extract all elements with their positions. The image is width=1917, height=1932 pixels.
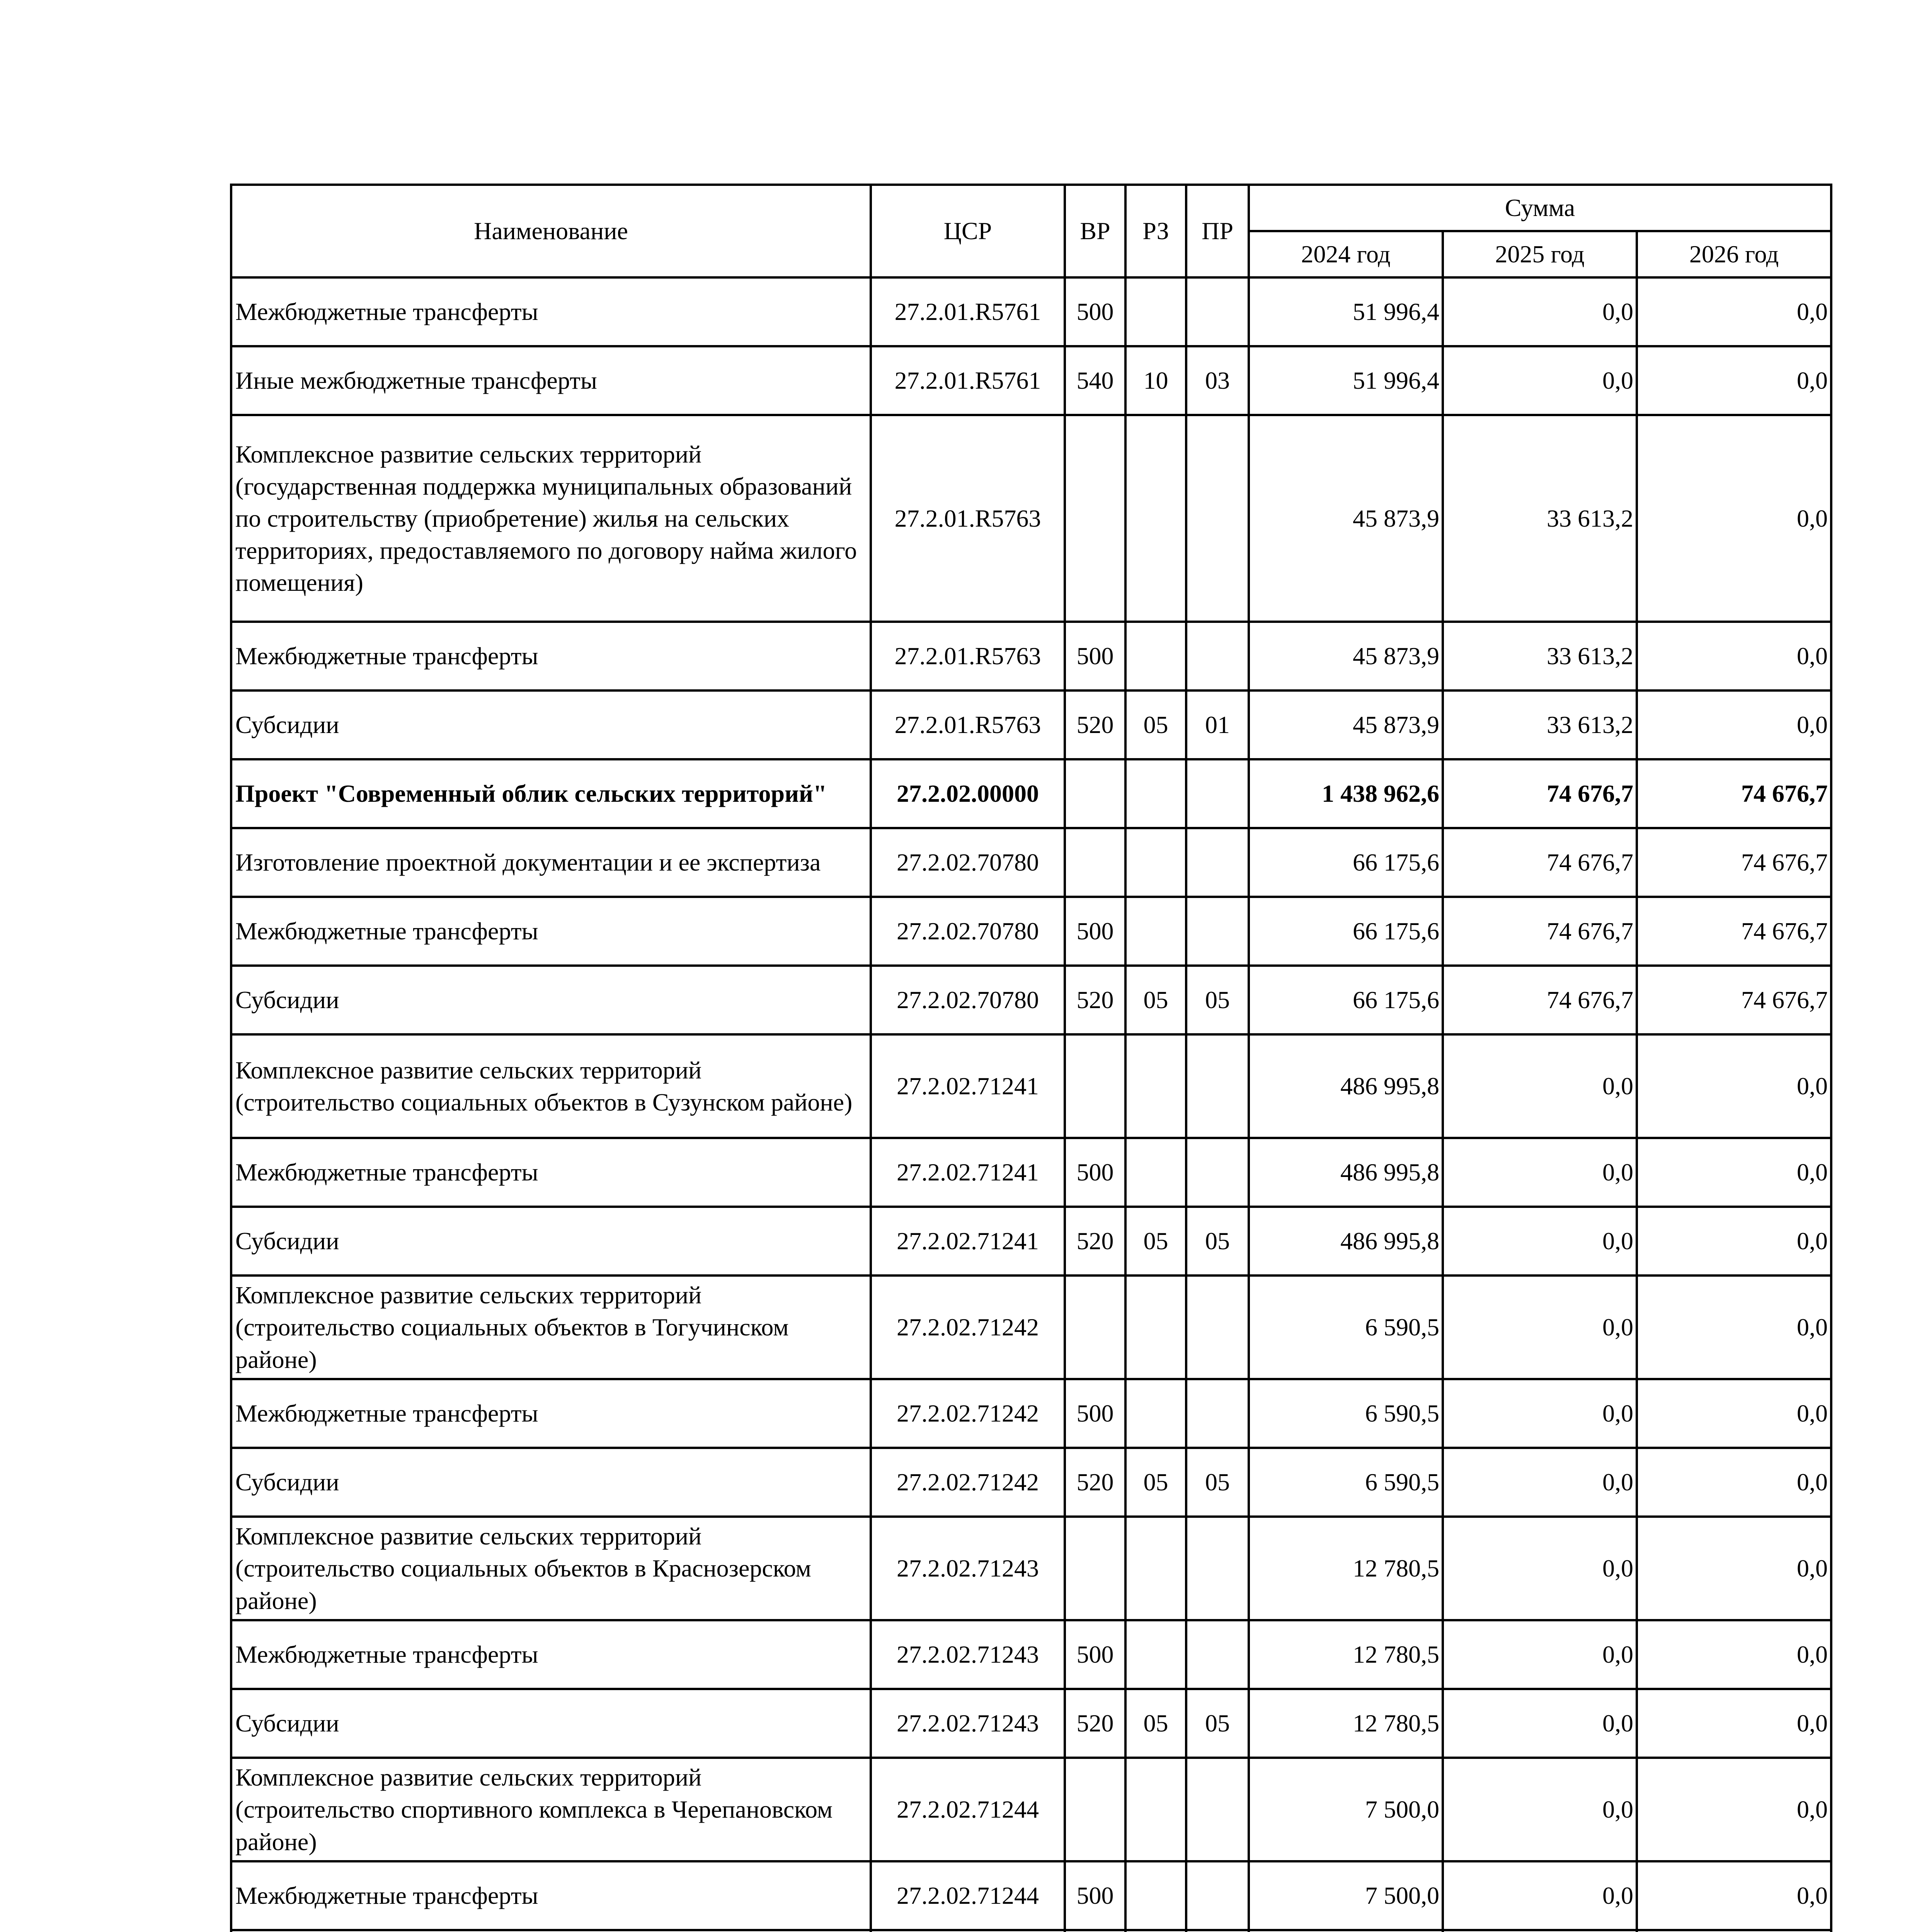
cell-csr: 27.2.02.70780 [871, 966, 1065, 1034]
cell-name: Проект "Современный облик сельских территорий" [231, 759, 871, 828]
cell-rz: 05 [1125, 690, 1186, 759]
cell-rz [1125, 622, 1186, 690]
cell-rz: 05 [1125, 1207, 1186, 1276]
cell-name: Межбюджетные трансферты [231, 1379, 871, 1448]
cell-csr: 27.2.02.70780 [871, 828, 1065, 897]
cell-csr: 27.2.02.71241 [871, 1034, 1065, 1138]
cell-2025: 0,0 [1443, 1207, 1637, 1276]
cell-2025: 0,0 [1443, 1034, 1637, 1138]
cell-vr [1065, 1034, 1125, 1138]
cell-pr: 01 [1186, 690, 1249, 759]
cell-2024: 66 175,6 [1249, 828, 1443, 897]
cell-2025: 0,0 [1443, 1276, 1637, 1379]
cell-2024: 45 873,9 [1249, 690, 1443, 759]
cell-name: Комплексное развитие сельских территорий (строительство социальных объектов в Тогучинском районе) [231, 1276, 871, 1379]
cell-pr [1186, 1861, 1249, 1930]
cell-csr: 27.2.02.71243 [871, 1517, 1065, 1620]
cell-csr: 27.2.01.R5763 [871, 415, 1065, 622]
cell-name: Субсидии [231, 1207, 871, 1276]
table-row [231, 277, 1831, 346]
cell-name: Межбюджетные трансферты [231, 1620, 871, 1689]
cell-vr: 520 [1065, 1448, 1125, 1517]
cell-2025: 0,0 [1443, 1861, 1637, 1930]
cell-2024: 12 780,5 [1249, 1517, 1443, 1620]
cell-name: Комплексное развитие сельских территорий (строительство социальных объектов в Сузунском районе) [231, 1034, 871, 1138]
cell-name: Комплексное развитие сельских территорий (строительство спортивного комплекса в Черепановском районе) [231, 1758, 871, 1861]
cell-2026: 0,0 [1637, 346, 1831, 415]
cell-2025: 33 613,2 [1443, 415, 1637, 622]
cell-csr: 27.2.01.R5761 [871, 346, 1065, 415]
cell-name: Межбюджетные трансферты [231, 277, 871, 346]
cell-vr: 500 [1065, 897, 1125, 966]
cell-2024: 6 590,5 [1249, 1379, 1443, 1448]
cell-vr: 500 [1065, 1861, 1125, 1930]
table-row [231, 1861, 1831, 1930]
cell-2026: 0,0 [1637, 1276, 1831, 1379]
cell-csr: 27.2.02.71242 [871, 1379, 1065, 1448]
cell-vr: 520 [1065, 1207, 1125, 1276]
cell-name: Изготовление проектной документации и ее экспертиза [231, 828, 871, 897]
table-header [231, 185, 1831, 277]
cell-rz [1125, 1930, 1186, 1932]
cell-rz [1125, 828, 1186, 897]
cell-2026 [1637, 1930, 1831, 1932]
table-row [231, 346, 1831, 415]
cell-2025: 0,0 [1443, 346, 1637, 415]
cell-name: Субсидии [231, 1448, 871, 1517]
cell-2026: 74 676,7 [1637, 966, 1831, 1034]
cell-2026: 74 676,7 [1637, 759, 1831, 828]
cell-csr: 27.2.01.R5763 [871, 690, 1065, 759]
cell-name: Субсидии [231, 1689, 871, 1758]
cell-2025: 74 676,7 [1443, 897, 1637, 966]
cell-name: Межбюджетные трансферты [231, 1861, 871, 1930]
cell-2026: 0,0 [1637, 690, 1831, 759]
cell-pr [1186, 415, 1249, 622]
cell-vr [1065, 1517, 1125, 1620]
cell-2025: 0,0 [1443, 1448, 1637, 1517]
cell-name: Комплексное развитие сельских территорий (государственная поддержка муниципальных образований по строительству (приобретение) жилья на сельских территориях, предоставляемого по договору найма жилого помещения) [231, 415, 871, 622]
cell-2024: 51 996,4 [1249, 277, 1443, 346]
header-name: Наименование [231, 185, 871, 277]
cell-2025: 0,0 [1443, 1689, 1637, 1758]
cell-vr: 540 [1065, 346, 1125, 415]
cell-pr: 05 [1186, 1207, 1249, 1276]
cell-2024: 6 590,5 [1249, 1448, 1443, 1517]
cell-2024 [1249, 1930, 1443, 1932]
cell-pr [1186, 828, 1249, 897]
cell-2024: 12 780,5 [1249, 1620, 1443, 1689]
header-pr: ПР [1186, 185, 1249, 277]
cell-name [231, 1930, 871, 1932]
cell-pr: 05 [1186, 1448, 1249, 1517]
cell-rz [1125, 1276, 1186, 1379]
cell-pr [1186, 1138, 1249, 1207]
table-row [231, 1448, 1831, 1517]
cell-vr [1065, 415, 1125, 622]
table-body [231, 277, 1831, 1932]
cell-csr [871, 1930, 1065, 1932]
cell-2024: 66 175,6 [1249, 966, 1443, 1034]
table-row [231, 1138, 1831, 1207]
cell-rz [1125, 1758, 1186, 1861]
cell-name: Иные межбюджетные трансферты [231, 346, 871, 415]
cell-csr: 27.2.02.71243 [871, 1620, 1065, 1689]
cell-rz: 05 [1125, 1448, 1186, 1517]
cell-2025: 33 613,2 [1443, 690, 1637, 759]
table-row [231, 1930, 1831, 1932]
cell-2024: 6 590,5 [1249, 1276, 1443, 1379]
cell-rz [1125, 1138, 1186, 1207]
cell-vr [1065, 759, 1125, 828]
header-year-2025: 2025 год [1443, 231, 1637, 277]
cell-pr: 03 [1186, 346, 1249, 415]
cell-2024: 486 995,8 [1249, 1034, 1443, 1138]
cell-2026: 0,0 [1637, 277, 1831, 346]
cell-2024: 12 780,5 [1249, 1689, 1443, 1758]
header-year-2026: 2026 год [1637, 231, 1831, 277]
cell-vr: 500 [1065, 1379, 1125, 1448]
cell-rz [1125, 277, 1186, 346]
cell-pr [1186, 1620, 1249, 1689]
cell-2025 [1443, 1930, 1637, 1932]
cell-2026: 0,0 [1637, 1689, 1831, 1758]
table-row [231, 1689, 1831, 1758]
cell-csr: 27.2.01.R5761 [871, 277, 1065, 346]
cell-csr: 27.2.02.71242 [871, 1448, 1065, 1517]
budget-table [230, 184, 1832, 1932]
cell-2026: 0,0 [1637, 1758, 1831, 1861]
cell-pr [1186, 622, 1249, 690]
cell-pr [1186, 1930, 1249, 1932]
cell-csr: 27.2.02.70780 [871, 897, 1065, 966]
cell-2026: 74 676,7 [1637, 828, 1831, 897]
cell-csr: 27.2.02.00000 [871, 759, 1065, 828]
cell-vr: 500 [1065, 1620, 1125, 1689]
cell-2025: 74 676,7 [1443, 828, 1637, 897]
cell-2026: 0,0 [1637, 1034, 1831, 1138]
cell-vr: 500 [1065, 277, 1125, 346]
cell-2025: 0,0 [1443, 1620, 1637, 1689]
cell-pr [1186, 1379, 1249, 1448]
table-row [231, 1034, 1831, 1138]
table-row [231, 1379, 1831, 1448]
cell-name: Межбюджетные трансферты [231, 622, 871, 690]
table-row [231, 1517, 1831, 1620]
cell-name: Субсидии [231, 966, 871, 1034]
cell-rz [1125, 1861, 1186, 1930]
cell-2025: 0,0 [1443, 277, 1637, 346]
cell-2026: 0,0 [1637, 622, 1831, 690]
cell-2024: 1 438 962,6 [1249, 759, 1443, 828]
cell-csr: 27.2.01.R5763 [871, 622, 1065, 690]
cell-name: Межбюджетные трансферты [231, 1138, 871, 1207]
cell-rz [1125, 897, 1186, 966]
cell-2024: 45 873,9 [1249, 622, 1443, 690]
cell-csr: 27.2.02.71242 [871, 1276, 1065, 1379]
header-year-2024: 2024 год [1249, 231, 1443, 277]
table-row [231, 1620, 1831, 1689]
cell-vr: 520 [1065, 1689, 1125, 1758]
table-row [231, 1758, 1831, 1861]
table-row [231, 828, 1831, 897]
cell-pr [1186, 897, 1249, 966]
cell-pr [1186, 1276, 1249, 1379]
cell-2025: 0,0 [1443, 1379, 1637, 1448]
cell-rz [1125, 1379, 1186, 1448]
table-row [231, 759, 1831, 828]
cell-2025: 0,0 [1443, 1517, 1637, 1620]
cell-rz: 10 [1125, 346, 1186, 415]
cell-pr: 05 [1186, 1689, 1249, 1758]
cell-vr [1065, 828, 1125, 897]
cell-vr: 520 [1065, 690, 1125, 759]
cell-vr: 520 [1065, 966, 1125, 1034]
table-row [231, 897, 1831, 966]
cell-pr: 05 [1186, 966, 1249, 1034]
table-row [231, 1276, 1831, 1379]
cell-2026: 0,0 [1637, 1517, 1831, 1620]
cell-2026: 74 676,7 [1637, 897, 1831, 966]
cell-2025: 0,0 [1443, 1758, 1637, 1861]
cell-2025: 33 613,2 [1443, 622, 1637, 690]
cell-2026: 0,0 [1637, 1620, 1831, 1689]
cell-2024: 486 995,8 [1249, 1138, 1443, 1207]
cell-2026: 0,0 [1637, 1138, 1831, 1207]
cell-2024: 66 175,6 [1249, 897, 1443, 966]
table-row [231, 690, 1831, 759]
cell-2024: 51 996,4 [1249, 346, 1443, 415]
cell-name: Субсидии [231, 690, 871, 759]
header-sum: Сумма [1249, 185, 1831, 231]
cell-pr [1186, 277, 1249, 346]
table-row [231, 966, 1831, 1034]
header-rz: РЗ [1125, 185, 1186, 277]
cell-rz [1125, 1517, 1186, 1620]
cell-rz [1125, 1620, 1186, 1689]
cell-csr: 27.2.02.71241 [871, 1138, 1065, 1207]
cell-rz: 05 [1125, 966, 1186, 1034]
cell-pr [1186, 1034, 1249, 1138]
cell-pr [1186, 1517, 1249, 1620]
cell-name: Межбюджетные трансферты [231, 897, 871, 966]
cell-2025: 74 676,7 [1443, 966, 1637, 1034]
cell-rz [1125, 1034, 1186, 1138]
cell-vr [1065, 1276, 1125, 1379]
cell-pr [1186, 1758, 1249, 1861]
cell-vr [1065, 1930, 1125, 1932]
cell-vr: 500 [1065, 1138, 1125, 1207]
header-vr: ВР [1065, 185, 1125, 277]
cell-name: Комплексное развитие сельских территорий (строительство социальных объектов в Краснозерском районе) [231, 1517, 871, 1620]
cell-rz [1125, 415, 1186, 622]
cell-csr: 27.2.02.71244 [871, 1758, 1065, 1861]
table-row [231, 622, 1831, 690]
cell-csr: 27.2.02.71243 [871, 1689, 1065, 1758]
table-row [231, 1207, 1831, 1276]
cell-2024: 486 995,8 [1249, 1207, 1443, 1276]
header-csr: ЦСР [871, 185, 1065, 277]
cell-2024: 7 500,0 [1249, 1758, 1443, 1861]
cell-rz [1125, 759, 1186, 828]
cell-csr: 27.2.02.71241 [871, 1207, 1065, 1276]
cell-2024: 7 500,0 [1249, 1861, 1443, 1930]
cell-vr: 500 [1065, 622, 1125, 690]
cell-2026: 0,0 [1637, 1379, 1831, 1448]
cell-2026: 0,0 [1637, 1861, 1831, 1930]
cell-vr [1065, 1758, 1125, 1861]
cell-2025: 0,0 [1443, 1138, 1637, 1207]
cell-2025: 74 676,7 [1443, 759, 1637, 828]
cell-2024: 45 873,9 [1249, 415, 1443, 622]
table-row [231, 415, 1831, 622]
cell-2026: 0,0 [1637, 1448, 1831, 1517]
cell-pr [1186, 759, 1249, 828]
cell-2026: 0,0 [1637, 1207, 1831, 1276]
cell-csr: 27.2.02.71244 [871, 1861, 1065, 1930]
cell-rz: 05 [1125, 1689, 1186, 1758]
cell-2026: 0,0 [1637, 415, 1831, 622]
